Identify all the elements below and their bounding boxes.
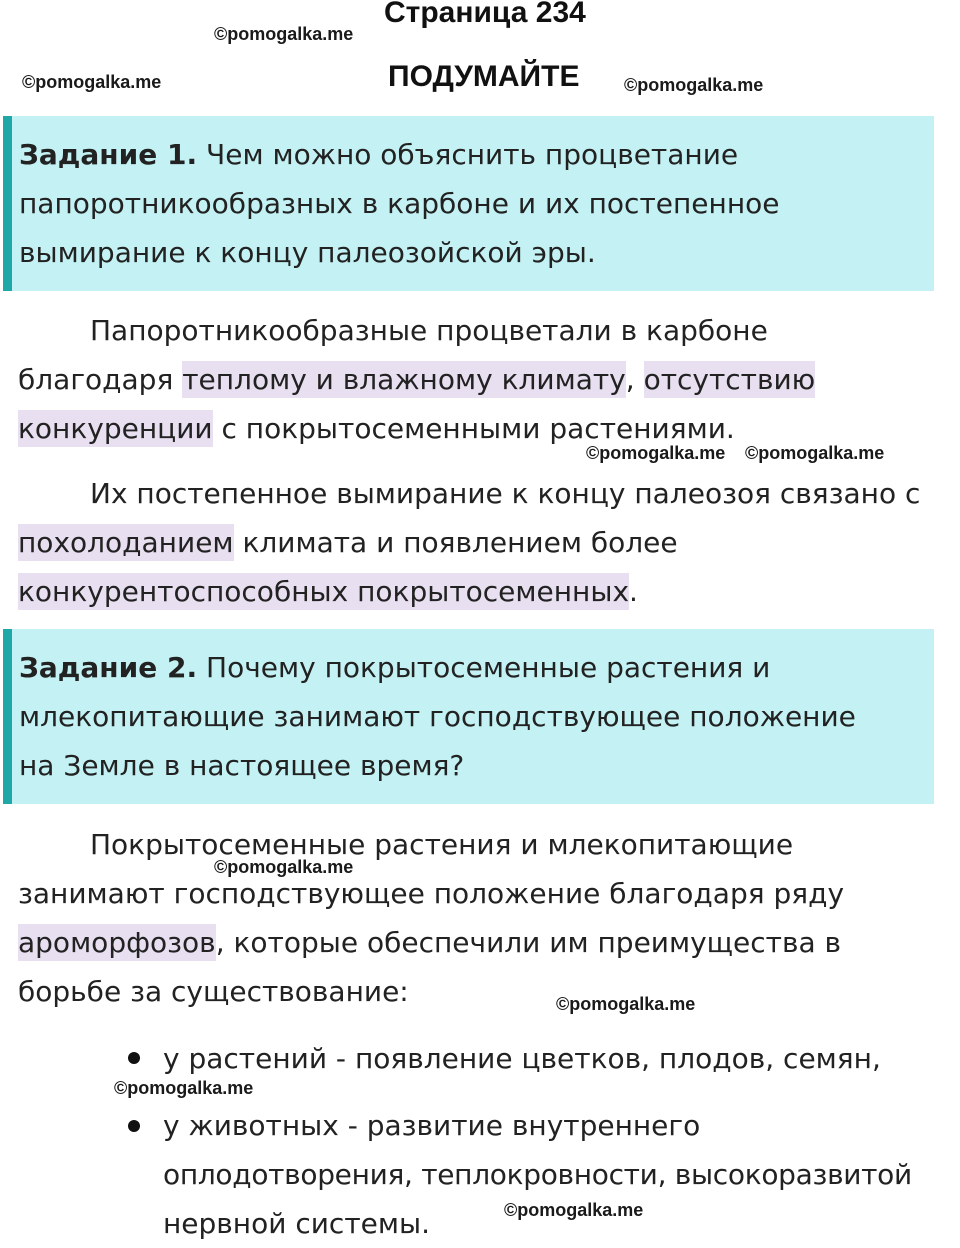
answer-2-line-3 [18, 918, 841, 967]
highlight-term: похолоданием [18, 526, 234, 559]
section-heading: ПОДУМАЙТЕ [388, 60, 580, 93]
answer-2-line-2: занимают господствующее положение благодаря ряду [18, 877, 845, 910]
answer-1-line-5 [18, 518, 678, 567]
highlight-term: отсутствию [643, 363, 816, 396]
highlight-term: конкурентоспособных покрытосеменных [18, 575, 630, 608]
watermark: ©pomogalka.me [114, 1078, 254, 1098]
task-1-text: Чем можно объяснить процветание [197, 138, 739, 171]
bullet-item-1: у растений - появление цветков, плодов, семян, [163, 1042, 881, 1075]
bullet-icon [128, 1120, 140, 1132]
highlight-term: ароморфозов [18, 926, 216, 959]
task-2-line-1 [19, 643, 934, 692]
bullet-item-2-line-1: у животных - развитие внутреннего [163, 1109, 701, 1142]
answer-1-text: . [629, 575, 638, 608]
task-1-label: Задание 1. [19, 138, 198, 171]
page-title: Страница 234 [384, 0, 586, 29]
watermark: ©pomogalka.me [745, 443, 885, 463]
answer-1-line-3 [18, 404, 735, 453]
answer-2-text: , которые обеспечили им преимущества в [215, 926, 842, 959]
highlight-term: конкуренции [18, 412, 213, 445]
answer-1-line-2 [18, 355, 815, 404]
task-2-box [3, 629, 934, 804]
answer-1-line-1: Папоротникообразные процветали в карбоне [90, 314, 768, 347]
watermark: ©pomogalka.me [214, 24, 354, 44]
bullet-item-2-line-2: оплодотворения, теплокровности, высокоразвитой [163, 1158, 912, 1191]
watermark: ©pomogalka.me [504, 1200, 644, 1220]
answer-1-text: с покрытосеменными растениями. [212, 412, 735, 445]
answer-1-text: климата и появлением более [233, 526, 678, 559]
task-2-label: Задание 2. [19, 651, 198, 684]
answer-1-line-4: Их постепенное вымирание к концу палеозоя связано с [90, 477, 921, 510]
highlight-term: теплому и влажному климату [182, 363, 626, 396]
watermark: ©pomogalka.me [586, 443, 726, 463]
watermark: ©pomogalka.me [214, 857, 354, 877]
answer-1-text: , [625, 363, 644, 396]
answer-1-line-6 [18, 567, 638, 616]
answer-1-text: благодаря [18, 363, 183, 396]
answer-2-line-1: Покрытосеменные растения и млекопитающие [90, 828, 794, 861]
watermark: ©pomogalka.me [22, 72, 162, 92]
task-1-box [3, 116, 934, 291]
answer-2-line-4: борьбе за существование: [18, 975, 409, 1008]
task-1-line-1 [19, 130, 934, 179]
watermark: ©pomogalka.me [624, 75, 764, 95]
task-2-line-3: на Земле в настоящее время? [19, 749, 465, 782]
watermark: ©pomogalka.me [556, 994, 696, 1014]
bullet-icon [128, 1052, 140, 1064]
task-2-line-2: млекопитающие занимают господствующее положение [19, 700, 856, 733]
bullet-item-2-line-3: нервной системы. [163, 1207, 430, 1240]
task-2-text: Почему покрытосеменные растения и [197, 651, 771, 684]
task-1-line-3: вымирание к концу палеозойской эры. [19, 236, 596, 269]
task-1-line-2: папоротникообразных в карбоне и их постепенное [19, 187, 780, 220]
